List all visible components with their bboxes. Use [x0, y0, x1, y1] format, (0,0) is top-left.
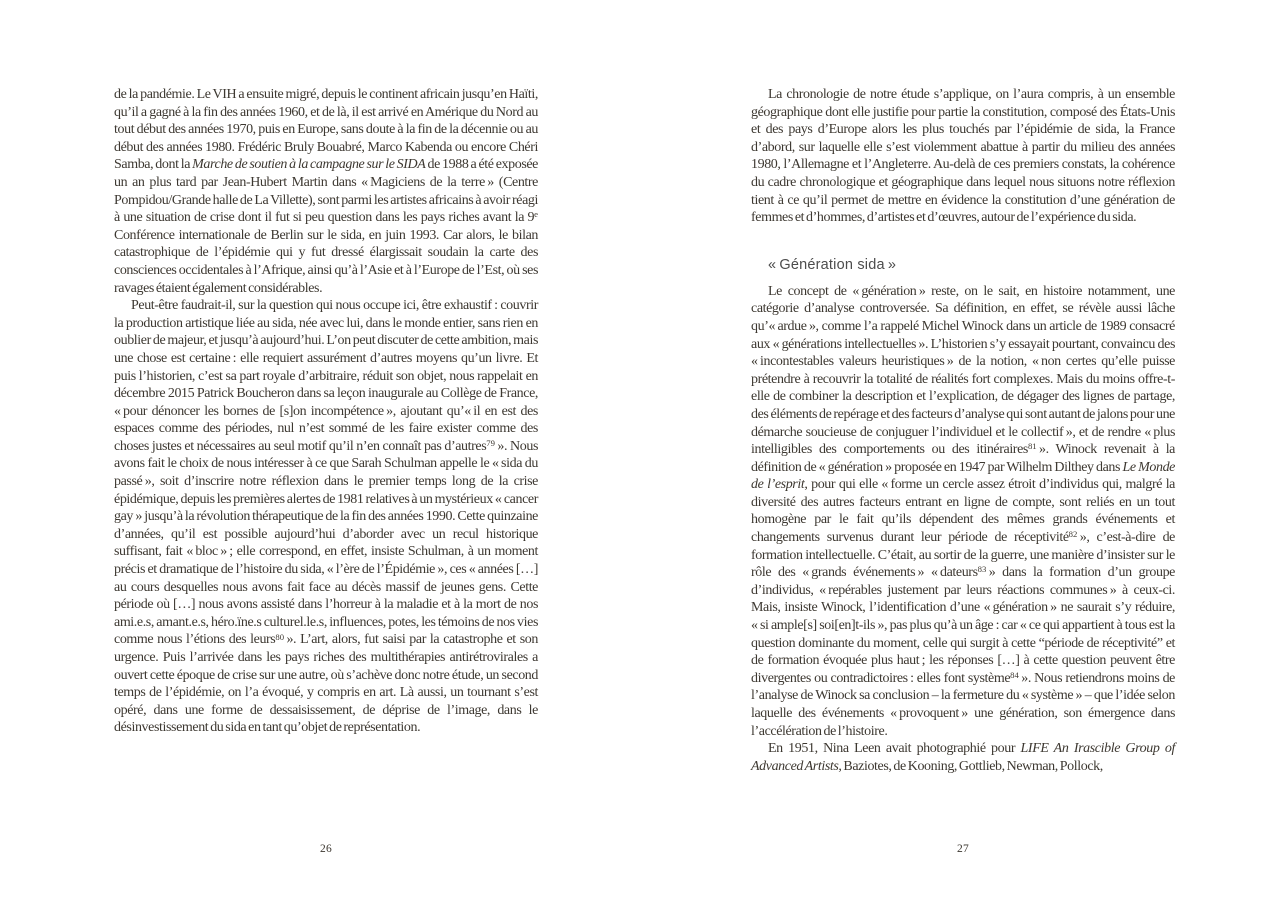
paragraph — [751, 740, 1175, 775]
footnote-reference: 79 — [486, 437, 495, 448]
text-run: Peut-être faudrait-il, sur la question qui nous occupe ici, être exhaustif : couvrir la production artistique liée au sida, née avec lui, dans le monde entier, sans rien en oublier de majeur, et jusqu’à aujourd’hui. L’on peut discuter de cette ambition, mais une chose est certaine : elle requiert assurément d’autres moyens qu’un livre. Et puis l’historien, c’est sa part royale d’arbitraire, réduit son objet, nous rappelait en décembre 2015 Patrick Boucheron dans sa leçon inaugurale au Collège de France, « pour dénoncer les bornes de [s]on incompétence », ajoutant qu’« il en est des espaces comme des périodes, nul n’est sommé de les faire exister comme des choses justes et nécessaires au seul motif qu’il n’en connaît pas d’autres — [114, 298, 538, 454]
italic-text-run: Marche de soutien à la campagne sur le SIDA — [192, 157, 426, 173]
page-number-right: 27 — [956, 843, 970, 855]
text-run: , Baziotes, de Kooning, Gottlieb, Newman, Pollock, — [838, 758, 1103, 774]
paragraph — [751, 86, 1175, 227]
footnote-reference: 81 — [1027, 441, 1037, 452]
text-run: ». Nous retiendrons moins de l’analyse de Winock sa conclusion – la fermeture du « système » – que l’idée selon laquelle des événements « provoquent » une génération, son émergence dans l’accélération de l’histoire. — [751, 670, 1175, 739]
text-run: de 1988 a été exposée un an plus tard par Jean-Hubert Martin dans « Magiciens de la terre » (Centre Pompidou/Grande halle de La Villette), sont parmi les artistes africains à avoir réagi à une situation de crise dont il fut si peu question dans les pays riches avant la 9 — [114, 157, 538, 226]
page-left-text-column — [114, 86, 538, 737]
text-run: ». L’art, alors, fut saisi par la catastrophe et son urgence. Puis l’arrivée dans les pays riches des multithérapies antirétrovirales a ouvert cette époque de crise sur une autre, où s’achève donc notre étude, un second temps de l’épidémie, on l’a évoqué, y compris en art. Là aussi, un tournant s’est opéré, dans une forme de dessaisissement, de déprise de l’image, dans le désinvestissement du sida en tant qu’objet de représentation. — [114, 632, 539, 736]
text-run: Conférence internationale de Berlin sur le sida, en juin 1993. Car alors, le bilan catastrophique de l’épidémie qui y fut dressé élargissait soudain la carte des consciences occidentales à l’Afrique, ainsi qu’à l’Asie et à l’Europe de l’Est, où ses ravages étaient également considérables. — [114, 227, 538, 296]
text-run: ». Nous avons fait le choix de nous intéresser à ce que Sarah Schulman appelle le « sida du passé », soit d’inscrire notre réflexion dans le premier temps long de la crise épidémique, depuis les premières alertes de 1981 relatives à un mystérieux « cancer gay » jusqu’à la révolution thérapeutique de la fin des années 1990. Cette quinzaine d’années, qu’il est possible aujourd’hui d’aborder avec un recul historique suffisant, fait « bloc » ; elle correspond, en effet, insiste Schulman, à un moment précis et dramatique de l’histoire du sida, « l’ère de l’Épidémie », ces « années […] au cours desquelles nous avons fait face au décès massif de jeunes gens. Cette période où […] nous avons assisté dans l’horreur à la maladie et à la mort de nos ami.e.s, amant.e.s, héro.ïne.s culturel.le.s, influences, potes, les témoins de nos vies comme nous l’étions des leurs — [114, 438, 538, 648]
page-right-text-column — [751, 86, 1175, 775]
text-run: La chronologie de notre étude s’applique, on l’aura compris, à un ensemble géographique dont elle justifie pour partie la constitution, composé des États-Unis et des pays d’Europe alors les plus touchés par l’épidémie de sida, la France d’abord, sur laquelle elle s’est violemment abattue à partir du milieu des années 1980, l’Allemagne et l’Angleterre. Au-delà de ces premiers constats, la cohérence du cadre chronologique et géographique dans lequel nous situons notre réflexion tient à ce qu’il permet de mettre en évidence la constitution d’une génération de femmes et d’hommes, d’artistes et d’œuvres, autour de l’expérience du sida. — [751, 87, 1175, 226]
text-run: de la pandémie. Le VIH a ensuite migré, depuis le continent africain jusqu’en Haïti, qu’il a gagné à la fin des années 1960, et de là, il est arrivé en Amérique du Nord au tout début des années 1970, puis en Europe, sans doute à la fin de la décennie ou au début des années 1980. Frédéric Bruly Bouabré, Marco Kabenda ou encore Chéri Samba, dont la — [114, 87, 538, 173]
text-run: En 1951, Nina Leen avait photographié pour — [768, 741, 1021, 757]
footnote-reference: 84 — [1010, 669, 1019, 680]
section-heading: « Génération sida » — [768, 256, 897, 273]
text-run: Le concept de « génération » reste, on le sait, en histoire notamment, une catégorie d’analyse controversée. Sa définition, en effet, se révèle aussi lâche qu’« ardue », comme l’a rappelé Michel Winock dans un article de 1989 consacré aux « générations intellectuelles ». L’historien s’y essayait pourtant, convaincu des « incontestables valeurs heuristiques » de la notion, « non certes qu’elle puisse prétendre à recouvrir la totalité de réalités fort complexes. Mais du moins offre-t-elle de combiner la description et l’explication, de dégager des lignes de partage, des éléments de repérage et des facteurs d’analyse qui sont autant de jalons pour une démarche soucieuse de conjuguer l’individuel et le collectif », et de rendre « plus intelligibles des comportements ou des itinéraires — [751, 283, 1175, 458]
text-run: ». Winock revenait à la définition de « génération » proposée en 1947 par Wilhelm Dilthey dans — [751, 442, 1175, 475]
page-number-left: 26 — [319, 843, 333, 855]
text-run: », c’est-à-dire de formation intellectuelle. C’était, au sortir de la guerre, une manière d’insister sur le rôle des « grands événements » « dateurs — [751, 530, 1175, 581]
footnote-reference: 82 — [1068, 529, 1078, 540]
text-run: » dans la formation d’un groupe d’individus, « repérables justement par leurs réactions communes » à ceux-ci. Mais, insiste Winock, l’identification d’une « génération » ne saurait s’y réduire, « si ample[s] soi[en]t-ils », pas plus qu’à un âge : car « ce qui appartient à tous est la question dominante du moment, celle qui surgit à cette “période de réceptivité” et de formation évoquée plus haut ; les réponses […] à cette question peuvent être divergentes ou contradictoires : elles font système — [751, 565, 1175, 686]
italic-text-run: LIFE An Irascible Group of Advanced Artists — [751, 741, 1175, 774]
paragraph — [114, 86, 538, 297]
italic-text-run: Le Monde de l’esprit — [751, 459, 1175, 493]
paragraph — [114, 297, 538, 737]
paragraph — [751, 283, 1175, 740]
text-run: , pour qui elle « forme un cercle assez étroit d’individus qui, malgré la diversité des autres facteurs entrant en ligne de compte, sont reliés en un tout homogène par le fait qu’ils dépendent des mêmes grands événements et changements survenus durant leur période de réceptivité — [751, 477, 1175, 546]
footnote-reference: 83 — [977, 564, 987, 575]
footnote-reference: e — [534, 209, 538, 220]
footnote-reference: 80 — [275, 631, 285, 642]
